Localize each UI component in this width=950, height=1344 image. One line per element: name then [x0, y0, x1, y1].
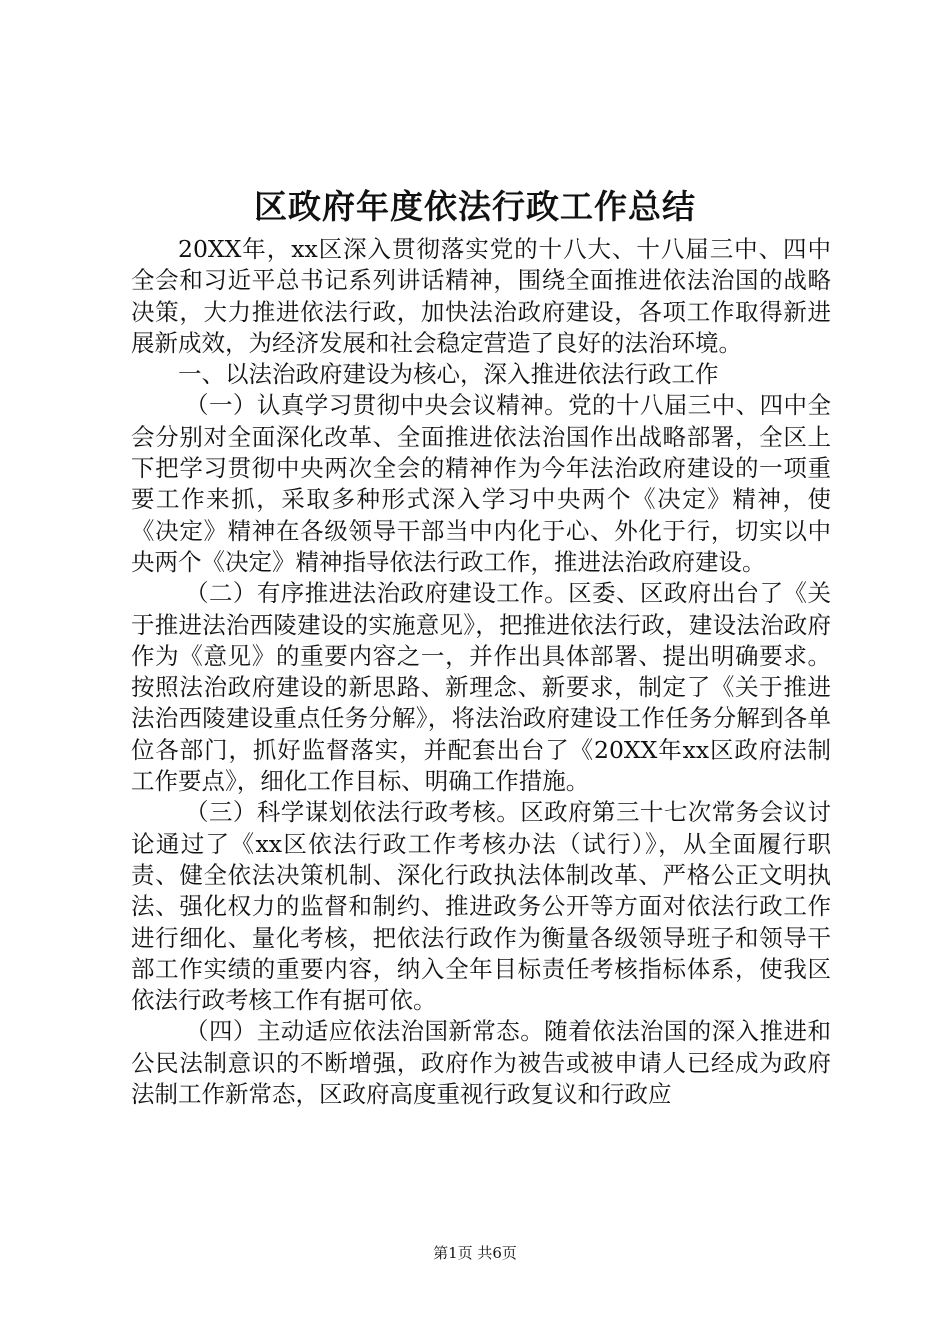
- subsection-paragraph-2: （二）有序推进法治政府建设工作。区委、区政府出台了《关于推进法治西陵建设的实施意见》，把推进依法行政，建设法治政府作为《意见》的重要内容之一，并作出具体部署、提出明确要求。按照法治政府建设的新思路、新理念、新要求，制定了《关于推进法治西陵建设重点任务分解》，将法治政府建设工作任务分解到各单位各部门，抓好监督落实，并配套出台了《20XX年xx区政府法制工作要点》，细化工作目标、明确工作措施。: [131, 579, 831, 796]
- page-number-footer: 第1页 共6页: [433, 1244, 517, 1262]
- subsection-paragraph-1: （一）认真学习贯彻中央会议精神。党的十八届三中、四中全会分别对全面深化改革、全面推进依法治国作出战略部署，全区上下把学习贯彻中央两次全会的精神作为今年法治政府建设的一项重要工作来抓，采取多种形式深入学习中央两个《决定》精神，使《决定》精神在各级领导干部当中内化于心、外化于行，切实以中央两个《决定》精神指导依法行政工作，推进法治政府建设。: [131, 391, 831, 576]
- document-title: 区政府年度依法行政工作总结: [254, 187, 696, 226]
- subsection-paragraph-3: （三）科学谋划依法行政考核。区政府第三十七次常务会议讨论通过了《xx区依法行政工作考核办法（试行）》，从全面履行职责、健全依法决策机制、深化行政执法体制改革、严格公正文明执法、强化权力的监督和制约、推进政务公开等方面对依法行政工作进行细化、量化考核，把依法行政作为衡量各级领导班子和领导干部工作实绩的重要内容，纳入全年目标责任考核指标体系，使我区依法行政考核工作有据可依。: [131, 798, 831, 1015]
- section-heading-1: 一、以法治政府建设为核心，深入推进依法行政工作: [178, 360, 719, 389]
- document-body: [131, 234, 831, 1110]
- intro-paragraph: 20XX年，xx区深入贯彻落实党的十八大、十八届三中、四中全会和习近平总书记系列讲话精神，围绕全面推进依法治国的战略决策，大力推进依法行政，加快法治政府建设，各项工作取得新进展新成效，为经济发展和社会稳定营造了良好的法治环境。: [131, 235, 831, 357]
- subsection-paragraph-4: （四）主动适应依法治国新常态。随着依法治国的深入推进和公民法制意识的不断增强，政府作为被告或被申请人已经成为政府法制工作新常态，区政府高度重视行政复议和行政应: [131, 1017, 831, 1109]
